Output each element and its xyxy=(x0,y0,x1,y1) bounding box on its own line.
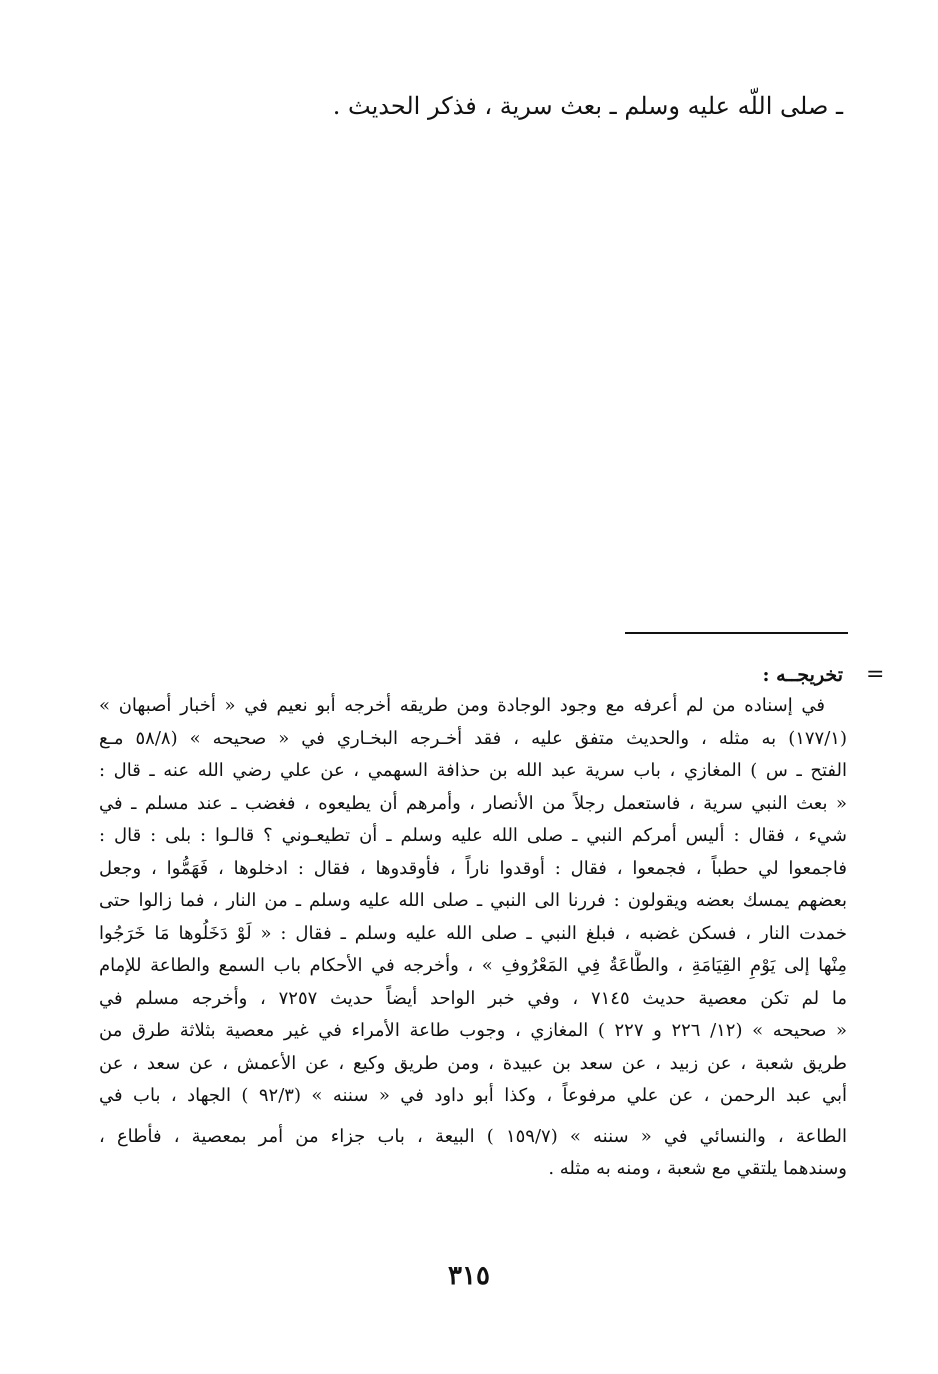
footnote-line: أبي عبد الرحمن ، عن علي مرفوعاً ، وكذا أبو داود في « سننه » (٩٢/٣ ) الجهاد ، باب في xyxy=(99,1085,847,1106)
footnote-line: ما لم تكن معصية حديث ٧١٤٥ ، وفي خبر الواحد أيضاً حديث ٧٢٥٧ ، وأخرجه مسلم في xyxy=(99,987,847,1009)
main-text-line: ـ صلى اللّه عليه وسلم ـ بعث سرية ، فذكر الحديث . xyxy=(332,92,843,120)
footnote-line: مِنْها إلى يَوْمِ القِيَامَةِ ، والطَّاعَةُ فِي المَعْرُوفِ » ، وأخرجه في الأحكام باب السمع والطاعة للإمام xyxy=(99,955,847,976)
footnote-line: الفتح ـ س ) المغازي ، باب سرية عبد الله بن حذافة السهمي ، عن علي رضي الله عنه ـ قال : xyxy=(99,760,847,781)
footnote-continuation-mark: = xyxy=(866,662,885,687)
footnote-line: خمدت النار ، فسكن غضبه ، فبلغ النبي ـ صلى الله عليه وسلم ـ فقال : « لَوْ دَخَلُوها مَا خَرَجُوا xyxy=(99,922,847,944)
footnote-line: طريق شعبة ، عن زبيد ، عن سعد بن عبيدة ، ومن طريق وكيع ، عن الأعمش ، عن سعد ، عن xyxy=(99,1052,847,1074)
footnote-line: وسندهما يلتقي مع شعبة ، ومنه به مثله . xyxy=(548,1158,847,1179)
footnote-line: بعضهم يمسك بعضه ويقولون : فررنا الى النبي ـ صلى الله عليه وسلم ـ من النار ، فما زالوا حتى xyxy=(99,890,847,911)
page-number: ٣١٥ xyxy=(448,1261,490,1291)
footnote-line: فاجمعوا لي حطباً ، فجمعوا ، فقال : أوقدوا ناراً ، فأوقدوها ، فقال : ادخلوها ، فَهَمُّوا ، وجعل xyxy=(99,857,847,879)
footnote-separator xyxy=(625,632,848,634)
footnote-line: شيء ، فقال : أليس أمركم النبي ـ صلى الله عليه وسلم ـ أن تطيعـوني ؟ قالـوا : بلى : قال : xyxy=(99,825,847,846)
footnote-body xyxy=(99,690,847,1186)
footnote-line: « صحيحه » (١٢/ ٢٢٦ و ٢٢٧ ) المغازي ، وجوب طاعة الأمراء في غير معصية بثلاثة طرق من xyxy=(99,1020,847,1041)
footnote-line: (١٧٧/١) به مثله ، والحديث متفق عليه ، فقد أخـرجه البخـاري في « صحيحه » (٥٨/٨ مـع xyxy=(99,727,847,749)
footnote-line: الطاعة ، والنسائي في « سننه » (١٥٩/٧ ) البيعة ، باب جزاء من أمر بمعصية ، فأطاع ، xyxy=(99,1125,847,1147)
footnote-heading: تخريجــه : xyxy=(762,664,843,686)
footnote-line: في إسناده من لم أعرفه مع وجود الوجادة ومن طريقه أخرجه أبو نعيم في « أخبار أصبهان » xyxy=(99,695,825,716)
footnote-line: « بعث النبي سرية ، فاستعمل رجلاً من الأنصار ، وأمرهم أن يطيعوه ، فغضب ـ عند مسلم ـ في xyxy=(99,792,847,814)
